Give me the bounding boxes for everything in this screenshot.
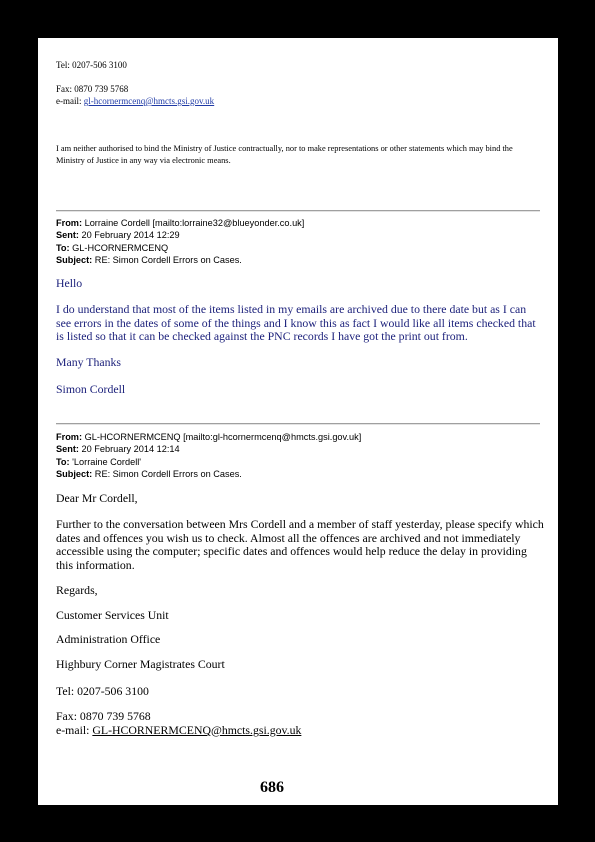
page-number: 686 <box>260 779 284 796</box>
document-page <box>38 38 558 805</box>
email1-thanks: Many Thanks <box>56 355 121 369</box>
email2-regards: Regards, <box>56 583 98 597</box>
email2-fax: Fax: 0870 739 5768 <box>56 709 151 723</box>
top-tel: Tel: 0207-506 3100 <box>56 60 127 70</box>
email1-body: I do understand that most of the items listed in my emails are archived due to there date but as I can see errors in the dates of some of the things and I know this as fact I would like all items checked that is listed so that it can be checked against the PNC records I have got the print out from. <box>56 302 536 344</box>
email2-header <box>56 431 361 481</box>
email2-subject: Subject: RE: Simon Cordell Errors on Cases. <box>56 469 242 480</box>
top-fax: Fax: 0870 739 5768 <box>56 84 129 94</box>
email2-email-label: e-mail: <box>56 723 93 737</box>
separator-line <box>56 210 540 212</box>
top-email-label: e-mail: <box>56 96 84 106</box>
email2-greeting: Dear Mr Cordell, <box>56 491 138 505</box>
email2-from: From: GL-HCORNERMCENQ [mailto:gl-hcornermcenq@hmcts.gsi.gov.uk] <box>56 432 362 442</box>
separator-line <box>56 423 540 425</box>
email1-signature: Simon Cordell <box>56 382 126 396</box>
email1-header <box>56 217 304 267</box>
disclaimer-text: I am neither authorised to bind the Ministry of Justice contractually, nor to make representations or other statements which may bind the Ministry of Justice in any way via electronic means. <box>56 144 513 165</box>
email2-unit: Customer Services Unit <box>56 608 169 622</box>
email1-to: To: GL-HCORNERMCENQ <box>56 242 169 253</box>
email2-sent: Sent: 20 February 2014 12:14 <box>56 444 180 455</box>
email2-tel: Tel: 0207-506 3100 <box>56 684 149 698</box>
email2-email-line <box>56 723 301 738</box>
email2-to: To: 'Lorraine Cordell' <box>56 456 142 467</box>
email2-body: Further to the conversation between Mrs Cordell and a member of staff yesterday, please specify which dates and offences you wish us to check. Almost all the offences are archived and not immediately accessible using the computer; specific dates and offences would help reduce the delay in providing this information. <box>56 517 544 572</box>
email2-court: Highbury Corner Magistrates Court <box>56 657 225 671</box>
email2-email-link[interactable]: GL-HCORNERMCENQ@hmcts.gsi.gov.uk <box>92 723 302 737</box>
top-email-link[interactable]: gl-hcornermcenq@hmcts.gsi.gov.uk <box>83 96 215 106</box>
top-email-line <box>56 96 214 106</box>
email1-from: From: Lorraine Cordell [mailto:lorraine32@blueyonder.co.uk] <box>56 218 305 228</box>
email1-subject: Subject: RE: Simon Cordell Errors on Cases. <box>56 255 242 266</box>
email1-greeting: Hello <box>56 276 83 290</box>
email2-office: Administration Office <box>56 632 161 646</box>
email1-sent: Sent: 20 February 2014 12:29 <box>56 230 180 241</box>
